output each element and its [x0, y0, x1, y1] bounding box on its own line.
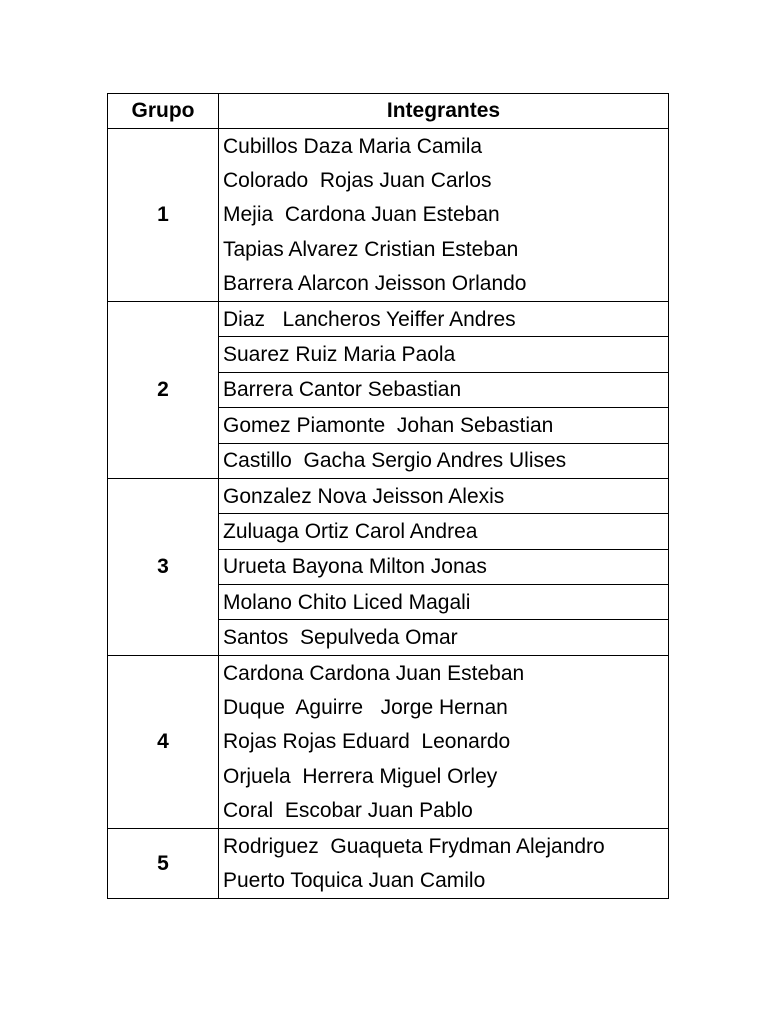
member-name: Castillo Gacha Sergio Andres Ulises	[219, 443, 669, 478]
groups-body	[108, 129, 669, 899]
member-name: Puerto Toquica Juan Camilo	[219, 863, 669, 898]
member-name: Orjuela Herrera Miguel Orley	[219, 759, 669, 793]
member-name: Santos Sepulveda Omar	[219, 620, 669, 655]
member-name: Barrera Cantor Sebastian	[219, 372, 669, 407]
header-row	[108, 94, 669, 129]
member-name: Colorado Rojas Juan Carlos	[219, 163, 669, 197]
member-name: Gonzalez Nova Jeisson Alexis	[219, 478, 669, 513]
group-number: 5	[108, 828, 219, 898]
group-number: 2	[108, 301, 219, 478]
member-name: Tapias Alvarez Cristian Esteban	[219, 232, 669, 266]
groups-table	[107, 93, 669, 899]
table-row	[108, 655, 669, 690]
member-name: Rojas Rojas Eduard Leonardo	[219, 725, 669, 759]
group-number: 4	[108, 655, 219, 828]
group-number: 3	[108, 478, 219, 655]
member-name: Gomez Piamonte Johan Sebastian	[219, 408, 669, 443]
table-row	[108, 478, 669, 513]
member-name: Barrera Alarcon Jeisson Orlando	[219, 267, 669, 302]
member-name: Diaz Lancheros Yeiffer Andres	[219, 301, 669, 336]
member-name: Coral Escobar Juan Pablo	[219, 793, 669, 828]
member-name: Urueta Bayona Milton Jonas	[219, 549, 669, 584]
member-name: Cardona Cardona Juan Esteban	[219, 655, 669, 690]
member-name: Mejia Cardona Juan Esteban	[219, 198, 669, 232]
groups-sheet	[107, 93, 668, 899]
header-members: Integrantes	[219, 94, 669, 129]
table-row	[108, 828, 669, 863]
member-name: Rodriguez Guaqueta Frydman Alejandro	[219, 828, 669, 863]
member-name: Cubillos Daza Maria Camila	[219, 129, 669, 164]
member-name: Duque Aguirre Jorge Hernan	[219, 690, 669, 724]
group-number: 1	[108, 129, 219, 302]
header-group: Grupo	[108, 94, 219, 129]
member-name: Molano Chito Liced Magali	[219, 585, 669, 620]
table-row	[108, 301, 669, 336]
table-row	[108, 129, 669, 164]
member-name: Suarez Ruiz Maria Paola	[219, 337, 669, 372]
member-name: Zuluaga Ortiz Carol Andrea	[219, 514, 669, 549]
